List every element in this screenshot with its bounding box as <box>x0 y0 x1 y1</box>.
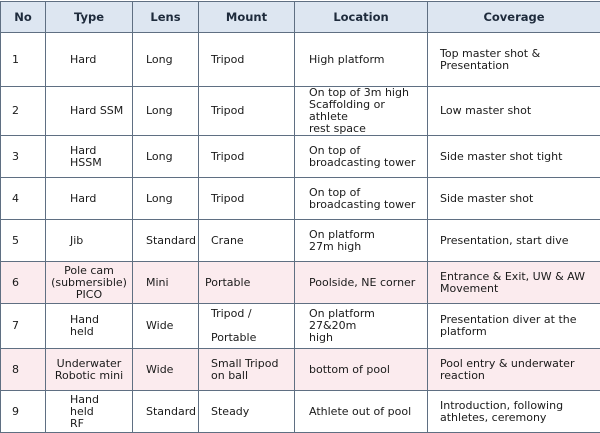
table-row <box>1 262 600 304</box>
table-row <box>1 136 600 178</box>
cell-type: Hard SSM <box>46 87 133 136</box>
cell-coverage: Top master shot & Presentation <box>428 33 600 87</box>
cell-no: 9 <box>1 391 46 433</box>
cell-type: Hard <box>46 178 133 220</box>
cell-no: 7 <box>1 304 46 349</box>
cell-mount: Tripod <box>199 33 295 87</box>
table-row <box>1 178 600 220</box>
cell-mount: Small Tripod on ball <box>199 349 295 391</box>
header-mount: Mount <box>199 2 295 33</box>
cell-location: High platform <box>295 33 428 87</box>
cell-mount: Tripod / Portable <box>199 304 295 349</box>
cell-coverage: Pool entry & underwater reaction <box>428 349 600 391</box>
cell-no: 2 <box>1 87 46 136</box>
cell-lens: Standard <box>133 220 199 262</box>
cell-lens: Wide <box>133 349 199 391</box>
cell-lens: Long <box>133 178 199 220</box>
cell-no: 5 <box>1 220 46 262</box>
cell-type: Hand held RF <box>46 391 133 433</box>
table-row <box>1 304 600 349</box>
cell-mount: Portable <box>199 262 295 304</box>
cell-lens: Long <box>133 136 199 178</box>
cell-lens: Long <box>133 87 199 136</box>
cell-type: Hand held <box>46 304 133 349</box>
cell-coverage: Presentation diver at the platform <box>428 304 600 349</box>
cell-no: 4 <box>1 178 46 220</box>
cell-lens: Mini <box>133 262 199 304</box>
table-row <box>1 391 600 433</box>
cell-lens: Long <box>133 33 199 87</box>
cell-location: Poolside, NE corner <box>295 262 428 304</box>
cell-location: On top of broadcasting tower <box>295 178 428 220</box>
cell-coverage: Presentation, start dive <box>428 220 600 262</box>
cell-mount: Tripod <box>199 87 295 136</box>
cell-location: On top of broadcasting tower <box>295 136 428 178</box>
cell-type: Jib <box>46 220 133 262</box>
cell-location: On top of 3m high Scaffolding or athlete rest space <box>295 87 428 136</box>
cell-location: On platform 27m high <box>295 220 428 262</box>
table-header-row <box>1 2 600 33</box>
table-row <box>1 33 600 87</box>
cell-coverage: Side master shot <box>428 178 600 220</box>
camera-plan-table <box>0 1 600 433</box>
cell-mount: Steady <box>199 391 295 433</box>
cell-mount: Crane <box>199 220 295 262</box>
cell-no: 3 <box>1 136 46 178</box>
cell-location: bottom of pool <box>295 349 428 391</box>
cell-no: 1 <box>1 33 46 87</box>
cell-type: Underwater Robotic mini <box>46 349 133 391</box>
cell-location: Athlete out of pool <box>295 391 428 433</box>
header-location: Location <box>295 2 428 33</box>
cell-coverage: Introduction, following athletes, ceremony <box>428 391 600 433</box>
table-row <box>1 87 600 136</box>
cell-type: Hard <box>46 33 133 87</box>
cell-no: 6 <box>1 262 46 304</box>
table-row <box>1 349 600 391</box>
cell-lens: Standard <box>133 391 199 433</box>
cell-mount: Tripod <box>199 136 295 178</box>
cell-location: On platform 27&20m high <box>295 304 428 349</box>
table-row <box>1 220 600 262</box>
header-coverage: Coverage <box>428 2 600 33</box>
cell-lens: Wide <box>133 304 199 349</box>
cell-coverage: Side master shot tight <box>428 136 600 178</box>
header-lens: Lens <box>133 2 199 33</box>
header-no: No <box>1 2 46 33</box>
header-type: Type <box>46 2 133 33</box>
cell-type: Pole cam (submersible) PICO <box>46 262 133 304</box>
cell-no: 8 <box>1 349 46 391</box>
cell-coverage: Entrance & Exit, UW & AW Movement <box>428 262 600 304</box>
cell-coverage: Low master shot <box>428 87 600 136</box>
cell-type: Hard HSSM <box>46 136 133 178</box>
cell-mount: Tripod <box>199 178 295 220</box>
